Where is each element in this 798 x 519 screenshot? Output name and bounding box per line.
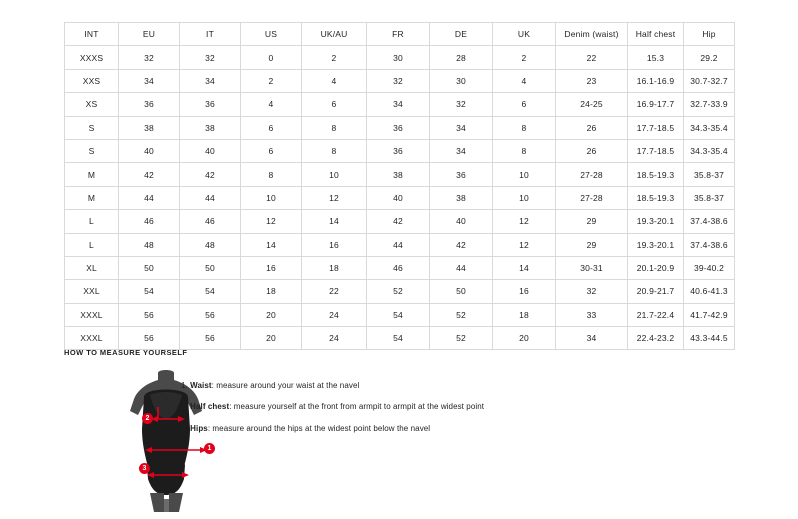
cell-it: 46 [180,210,241,233]
cell-uk-au: 24 [302,327,367,350]
cell-de: 28 [430,46,493,69]
cell-de: 42 [430,233,493,256]
mannequin-leg-left [150,493,164,512]
cell-us: 16 [241,256,302,279]
table-row [65,116,735,139]
table-row [65,93,735,116]
measure-note-text-waist: : measure around your waist at the navel [211,381,360,390]
cell-hip: 37.4-38.6 [684,210,735,233]
cell-it: 34 [180,69,241,92]
cell-hip: 34.3-35.4 [684,139,735,162]
cell-eu: 42 [119,163,180,186]
measure-note-number-2: 2. [181,402,188,412]
cell-fr: 38 [367,163,430,186]
cell-fr: 36 [367,139,430,162]
cell-uk: 16 [493,280,556,303]
cell-denim-waist: 24-25 [556,93,628,116]
cell-us: 6 [241,116,302,139]
column-header-us: US [241,23,302,46]
hips-arrow-head-right [182,472,189,478]
table-row [65,233,735,256]
cell-it: 38 [180,116,241,139]
cell-denim-waist: 29 [556,233,628,256]
cell-uk-au: 6 [302,93,367,116]
cell-eu: 40 [119,139,180,162]
cell-uk: 20 [493,327,556,350]
cell-int: L [65,233,119,256]
measure-note-number-3: 3. [181,423,188,433]
how-to-measure-body [64,367,744,517]
cell-denim-waist: 22 [556,46,628,69]
mannequin-hip [147,462,185,495]
cell-int: XS [65,93,119,116]
cell-de: 34 [430,116,493,139]
measure-badge-3: 3 [139,463,150,474]
cell-fr: 52 [367,280,430,303]
cell-uk-au: 14 [302,210,367,233]
how-to-measure-section [64,348,744,517]
cell-it: 36 [180,93,241,116]
cell-hip: 43.3-44.5 [684,327,735,350]
cell-half-chest: 18.5-19.3 [628,186,684,209]
cell-it: 56 [180,327,241,350]
measure-badge-1: 1 [204,443,215,454]
cell-it: 56 [180,303,241,326]
cell-eu: 32 [119,46,180,69]
cell-half-chest: 19.3-20.1 [628,210,684,233]
cell-de: 32 [430,93,493,116]
cell-eu: 46 [119,210,180,233]
cell-uk: 8 [493,139,556,162]
cell-denim-waist: 26 [556,139,628,162]
table-row [65,186,735,209]
measure-note-number-1: 1. [181,381,188,390]
column-header-fr: FR [367,23,430,46]
cell-de: 34 [430,139,493,162]
cell-us: 20 [241,327,302,350]
cell-uk-au: 22 [302,280,367,303]
cell-hip: 35.8-37 [684,163,735,186]
column-header-eu: EU [119,23,180,46]
table-row [65,280,735,303]
cell-uk-au: 10 [302,163,367,186]
table-row [65,327,735,350]
column-header-half-chest: Half chest [628,23,684,46]
cell-uk: 14 [493,256,556,279]
measure-note-term-half-chest: Half chest [190,402,230,412]
cell-uk-au: 16 [302,233,367,256]
cell-it: 40 [180,139,241,162]
cell-uk: 6 [493,93,556,116]
measure-note-term-waist: Waist [190,381,212,390]
cell-us: 2 [241,69,302,92]
cell-denim-waist: 33 [556,303,628,326]
column-header-uk: UK [493,23,556,46]
cell-denim-waist: 34 [556,327,628,350]
cell-us: 4 [241,93,302,116]
cell-denim-waist: 27-28 [556,163,628,186]
cell-uk: 12 [493,210,556,233]
cell-it: 32 [180,46,241,69]
cell-eu: 50 [119,256,180,279]
cell-fr: 54 [367,303,430,326]
cell-denim-waist: 30-31 [556,256,628,279]
cell-hip: 41.7-42.9 [684,303,735,326]
cell-uk: 4 [493,69,556,92]
cell-uk-au: 18 [302,256,367,279]
table-row [65,139,735,162]
cell-hip: 32.7-33.9 [684,93,735,116]
how-to-measure-title: HOW TO MEASURE YOURSELF [64,348,188,357]
cell-eu: 34 [119,69,180,92]
table-header-row [65,23,735,46]
cell-uk-au: 8 [302,116,367,139]
cell-us: 8 [241,163,302,186]
column-header-it: IT [180,23,241,46]
cell-hip: 37.4-38.6 [684,233,735,256]
measure-notes [181,381,711,445]
cell-fr: 44 [367,233,430,256]
measure-note-term-hips: Hips [190,423,208,433]
cell-uk: 10 [493,186,556,209]
cell-de: 44 [430,256,493,279]
cell-uk: 8 [493,116,556,139]
cell-uk: 10 [493,163,556,186]
cell-de: 38 [430,186,493,209]
size-table [64,22,735,350]
cell-uk-au: 12 [302,186,367,209]
cell-hip: 29.2 [684,46,735,69]
cell-uk-au: 24 [302,303,367,326]
cell-half-chest: 17.7-18.5 [628,116,684,139]
cell-int: XXXL [65,303,119,326]
cell-half-chest: 16.1-16.9 [628,69,684,92]
cell-fr: 54 [367,327,430,350]
cell-hip: 30.7-32.7 [684,69,735,92]
cell-fr: 34 [367,93,430,116]
mannequin-stand [164,499,169,512]
cell-hip: 35.8-37 [684,186,735,209]
cell-denim-waist: 32 [556,280,628,303]
cell-fr: 46 [367,256,430,279]
table-row [65,163,735,186]
column-header-denim-waist: Denim (waist) [556,23,628,46]
cell-fr: 30 [367,46,430,69]
cell-half-chest: 20.9-21.7 [628,280,684,303]
cell-half-chest: 18.5-19.3 [628,163,684,186]
table-row [65,210,735,233]
column-header-uk-au: UK/AU [302,23,367,46]
table-header [65,23,735,46]
mannequin-leg-right [169,493,183,512]
cell-eu: 56 [119,303,180,326]
cell-de: 52 [430,303,493,326]
measure-note-half-chest [181,402,711,412]
cell-int: M [65,163,119,186]
cell-uk-au: 8 [302,139,367,162]
cell-de: 50 [430,280,493,303]
cell-half-chest: 16.9-17.7 [628,93,684,116]
cell-fr: 40 [367,186,430,209]
cell-half-chest: 19.3-20.1 [628,233,684,256]
measure-note-text-half-chest: : measure yourself at the front from armpit to armpit at the widest point [229,402,485,412]
cell-de: 40 [430,210,493,233]
cell-int: XXXL [65,327,119,350]
cell-half-chest: 17.7-18.5 [628,139,684,162]
cell-uk: 2 [493,46,556,69]
cell-half-chest: 21.7-22.4 [628,303,684,326]
table-row [65,256,735,279]
cell-int: S [65,116,119,139]
cell-it: 54 [180,280,241,303]
cell-us: 14 [241,233,302,256]
cell-uk-au: 2 [302,46,367,69]
cell-int: XXS [65,69,119,92]
cell-fr: 42 [367,210,430,233]
cell-eu: 48 [119,233,180,256]
measure-note-text-hips: : measure around the hips at the widest point below the navel [207,423,431,433]
cell-us: 0 [241,46,302,69]
cell-eu: 44 [119,186,180,209]
column-header-de: DE [430,23,493,46]
cell-uk-au: 4 [302,69,367,92]
cell-fr: 32 [367,69,430,92]
cell-denim-waist: 26 [556,116,628,139]
column-header-hip: Hip [684,23,735,46]
cell-de: 30 [430,69,493,92]
cell-it: 50 [180,256,241,279]
cell-int: XXL [65,280,119,303]
cell-eu: 38 [119,116,180,139]
cell-hip: 34.3-35.4 [684,116,735,139]
cell-hip: 40.6-41.3 [684,280,735,303]
column-header-int: INT [65,23,119,46]
table-row [65,69,735,92]
cell-int: M [65,186,119,209]
table-row [65,46,735,69]
cell-us: 12 [241,210,302,233]
cell-de: 52 [430,327,493,350]
cell-uk: 12 [493,233,556,256]
table-body [65,46,735,350]
cell-it: 42 [180,163,241,186]
cell-denim-waist: 23 [556,69,628,92]
cell-int: XXXS [65,46,119,69]
cell-half-chest: 20.1-20.9 [628,256,684,279]
measure-note-waist [181,381,711,391]
measure-note-hips [181,424,711,434]
cell-eu: 36 [119,93,180,116]
cell-half-chest: 15.3 [628,46,684,69]
cell-denim-waist: 27-28 [556,186,628,209]
measure-badge-2: 2 [142,413,153,424]
cell-int: S [65,139,119,162]
cell-int: L [65,210,119,233]
cell-us: 18 [241,280,302,303]
size-chart [64,22,734,350]
cell-int: XL [65,256,119,279]
cell-denim-waist: 29 [556,210,628,233]
cell-fr: 36 [367,116,430,139]
cell-eu: 54 [119,280,180,303]
cell-eu: 56 [119,327,180,350]
cell-us: 10 [241,186,302,209]
table-row [65,303,735,326]
cell-de: 36 [430,163,493,186]
cell-hip: 39-40.2 [684,256,735,279]
cell-it: 48 [180,233,241,256]
cell-us: 6 [241,139,302,162]
cell-half-chest: 22.4-23.2 [628,327,684,350]
cell-us: 20 [241,303,302,326]
cell-uk: 18 [493,303,556,326]
cell-it: 44 [180,186,241,209]
